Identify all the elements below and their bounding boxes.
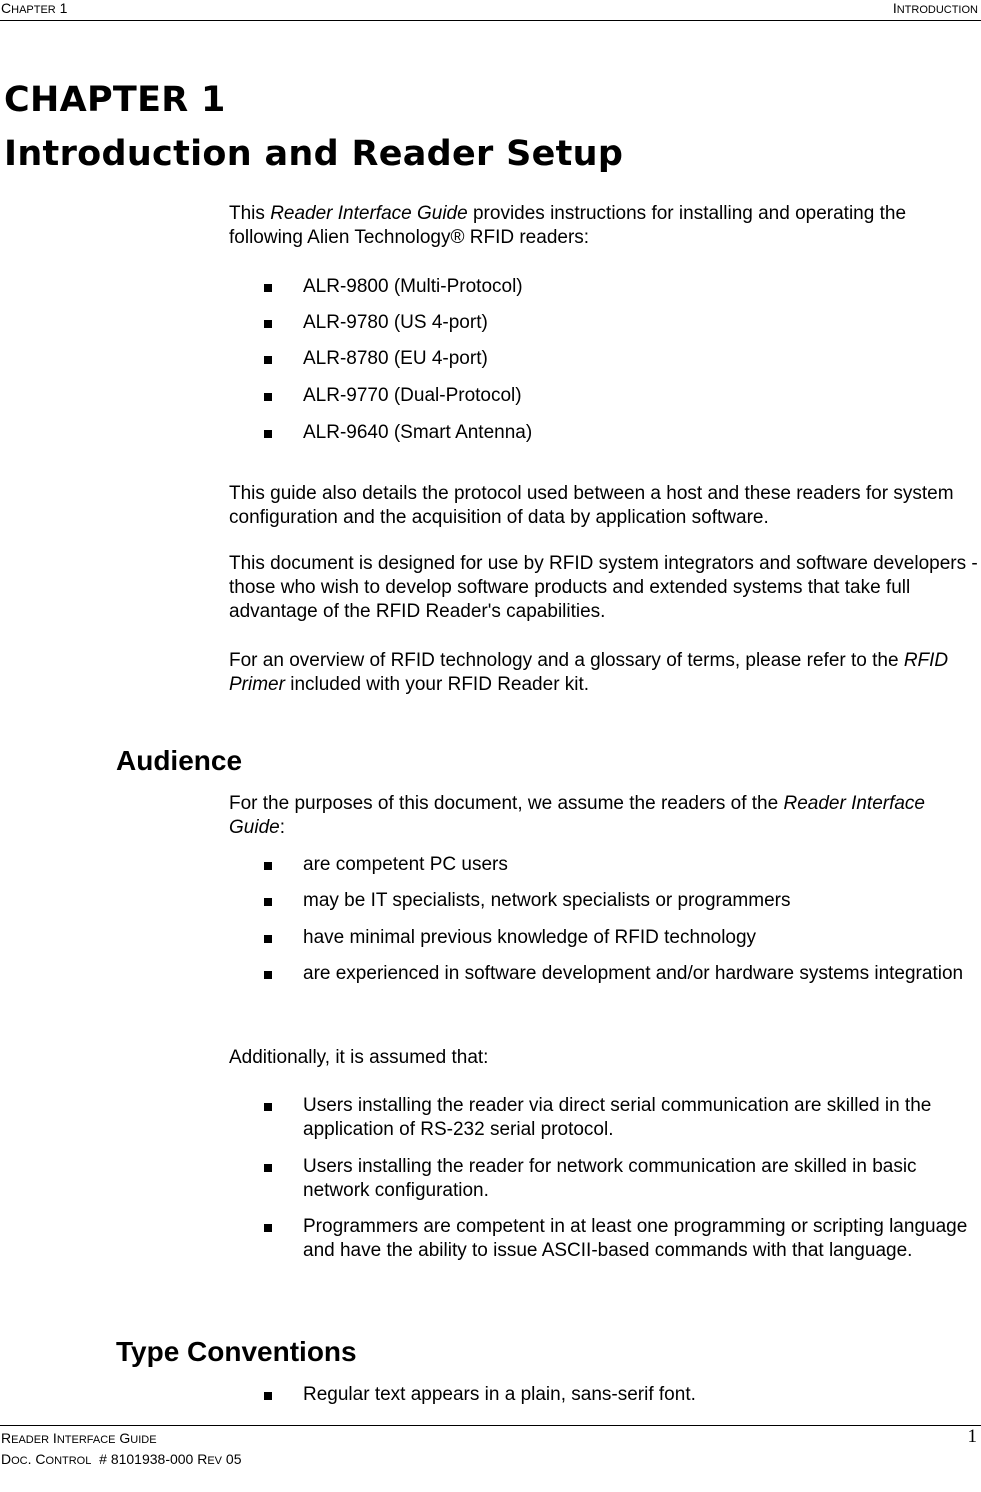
paragraph-protocol: This guide also details the protocol used between a host and these readers for system configuration and the acquisition of data by application software. (229, 483, 954, 528)
intro-paragraph: This Reader Interface Guide provides instructions for installing and operating the following Alien Technology® RFID readers: (229, 203, 907, 248)
bullet-square-icon (264, 1392, 272, 1400)
bullet-square-icon (264, 1164, 272, 1172)
audience-paragraph: For the purposes of this document, we assume the readers of the Reader Interface Guide: (229, 793, 925, 838)
footer-guide-title: READER INTERFACE GUIDE (1, 1430, 157, 1446)
section-heading-audience: Audience (116, 745, 243, 776)
bullet-square-icon (264, 356, 272, 364)
bullet-square-icon (264, 320, 272, 328)
footer-rule (0, 1425, 981, 1426)
bullet-square-icon (264, 430, 272, 438)
running-header-right: INTRODUCTION (892, 0, 978, 16)
header-rule (0, 20, 981, 21)
paragraph-audience-intro: This document is designed for use by RFID system integrators and software developers - those who wish to develop software products and extended systems that take full advantage of the RFID Reader's capabilities. (229, 553, 978, 622)
chapter-title: Introduction and Reader Setup (4, 134, 624, 174)
bullet-square-icon (264, 898, 272, 906)
chapter-number: CHAPTER 1 (4, 80, 226, 120)
bullet-square-icon (264, 284, 272, 292)
footer-doc-control: DOC. CONTROL # 8101938-000 REV 05 (1, 1451, 242, 1467)
paragraph-rfid-primer: For an overview of RFID technology and a glossary of terms, please refer to the RFID Primer included with your RFID Reader kit. (229, 650, 949, 695)
running-header-left: CHAPTER 1 (1, 0, 68, 16)
bullet-square-icon (264, 393, 272, 401)
bullet-square-icon (264, 971, 272, 979)
page-number: 1 (967, 1426, 977, 1447)
bullet-square-icon (264, 862, 272, 870)
section-heading-type-conventions: Type Conventions (116, 1336, 357, 1367)
additional-paragraph: Additionally, it is assumed that: (229, 1047, 489, 1068)
bullet-square-icon (264, 935, 272, 943)
bullet-square-icon (264, 1224, 272, 1232)
bullet-square-icon (264, 1103, 272, 1111)
